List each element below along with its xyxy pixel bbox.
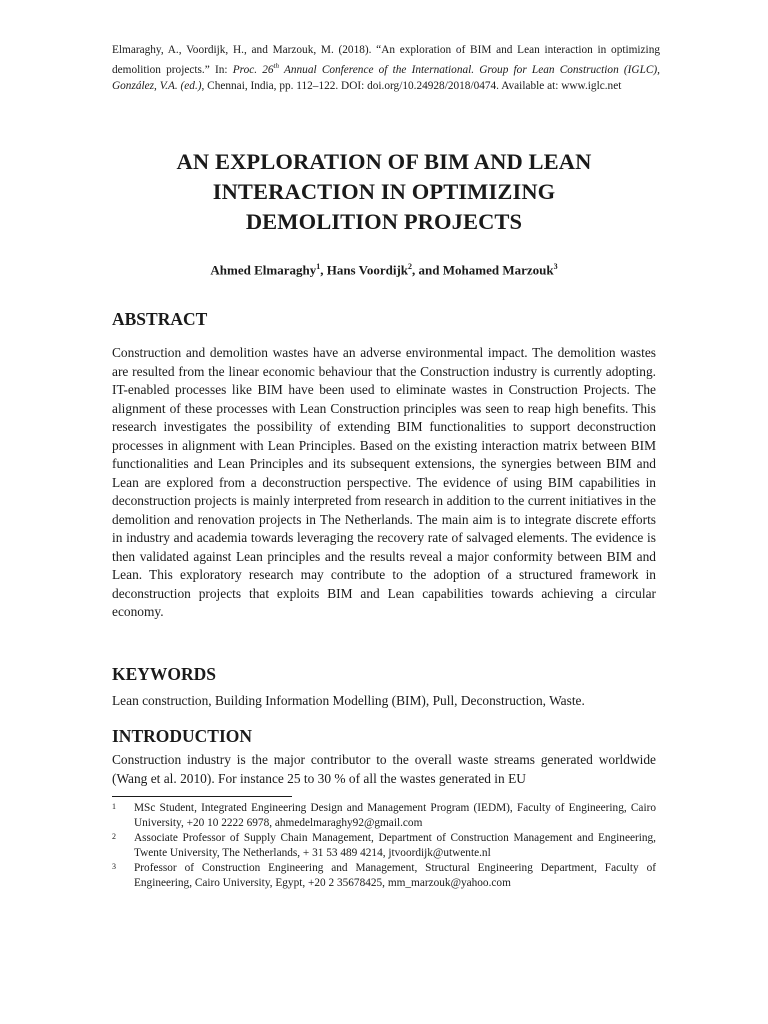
author-list	[112, 258, 656, 279]
introduction-heading: INTRODUCTION	[112, 726, 253, 746]
footnote-number: 1	[112, 802, 116, 811]
paper-title	[112, 147, 656, 237]
author-separator: ,	[320, 262, 327, 278]
footnote	[112, 861, 656, 891]
footnotes	[112, 801, 656, 891]
author-name: Hans Voordijk	[326, 262, 409, 278]
abstract-text: Construction and demolition wastes have an adverse environmental impact. The demolition wastes are resulted from the linear economic behaviour that the Construction industry is currently adopting. IT-enabled processes like BIM have been used to eliminate wastes in Construction Projects. The alignment of these processes with Lean Construction principles was seen to reap high benefits. This research investigates the possibility of extending BIM functionalities to support deconstruction processes in alignment with Lean Principles. Based on the existing interaction matrix between BIM functionalities and Lean Principles and its subsequent extensions, the synergies between BIM and Lean are explored from a deconstruction perspective. The evidence of using BIM capabilities in deconstruction projects is mainly interpreted from research in addition to the current initiatives in the demolition and renovation projects in The Netherlands. The main aim is to integrate discrete efforts in industry and academia towards leveraging the recovery rate of salvaged elements. The evidence is then validated against Lean principles and the results reveal a major conformity between BIM and Lean. This exploratory research may contribute to the adoption of a structured framework in deconstruction projects that exploits BIM and Lean capabilities towards achieving a circular economy.	[112, 345, 656, 619]
introduction-text: Construction industry is the major contributor to the overall waste streams generated worldwide (Wang et al. 2010). For instance 25 to 30 % of all the wastes generated in EU	[112, 752, 656, 786]
citation-proc-sup: th	[273, 62, 279, 70]
author-separator: , and	[412, 262, 443, 278]
keywords-heading: KEYWORDS	[112, 664, 217, 684]
citation-in: In:	[214, 63, 233, 76]
abstract-heading: ABSTRACT	[112, 309, 208, 329]
citation-block	[112, 42, 660, 94]
author-affiliation-mark: 2	[408, 262, 413, 271]
author-affiliation-mark: 3	[553, 262, 558, 271]
footnote-divider	[112, 796, 292, 797]
footnote-text: MSc Student, Integrated Engineering Design and Management Program (IEDM), Faculty of Engineering, Cairo University, +20 10 2222 6978, ahmedelmaraghy92@gmail.com	[134, 802, 656, 829]
citation-proc-post: Annual Conference of the International. Group for Lean Construction (IGLC), González, V.A. (ed.)	[112, 63, 660, 92]
author-name: Mohamed Marzouk	[442, 262, 554, 278]
citation-proc-pre: Proc. 26	[232, 63, 274, 76]
footnote-number: 3	[112, 862, 116, 871]
footnote-text: Professor of Construction Engineering and Management, Structural Engineering Department, Faculty of Engineering, Cairo University, Egypt, +20 2 35678425, mm_marzouk@yahoo.com	[134, 862, 656, 889]
title-line-2: INTERACTION IN OPTIMIZING	[212, 179, 556, 204]
keywords-text: Lean construction, Building Information Modelling (BIM), Pull, Deconstruction, Waste.	[112, 693, 585, 708]
author-affiliation-mark: 1	[316, 262, 321, 271]
footnote	[112, 831, 656, 861]
title-line-1: AN EXPLORATION OF BIM AND LEAN	[176, 149, 592, 174]
citation-rest: , Chennai, India, pp. 112–122. DOI: doi.org/10.24928/2018/0474. Available at: www.iglc.net	[201, 79, 622, 92]
citation-authors: Elmaraghy, A., Voordijk, H., and Marzouk, M. (2018). “An exploration of BIM and Lean interaction in optimizing demolition projects.”	[112, 44, 660, 76]
footnote-number: 2	[112, 832, 116, 841]
footnote-text: Associate Professor of Supply Chain Management, Department of Construction Management and Engineering, Twente University, The Netherlands, + 31 53 489 4214, jtvoordijk@utwente.nl	[134, 832, 656, 859]
footnote	[112, 801, 656, 831]
title-line-3: DEMOLITION PROJECTS	[245, 209, 523, 234]
author-name: Ahmed Elmaraghy	[210, 262, 317, 278]
